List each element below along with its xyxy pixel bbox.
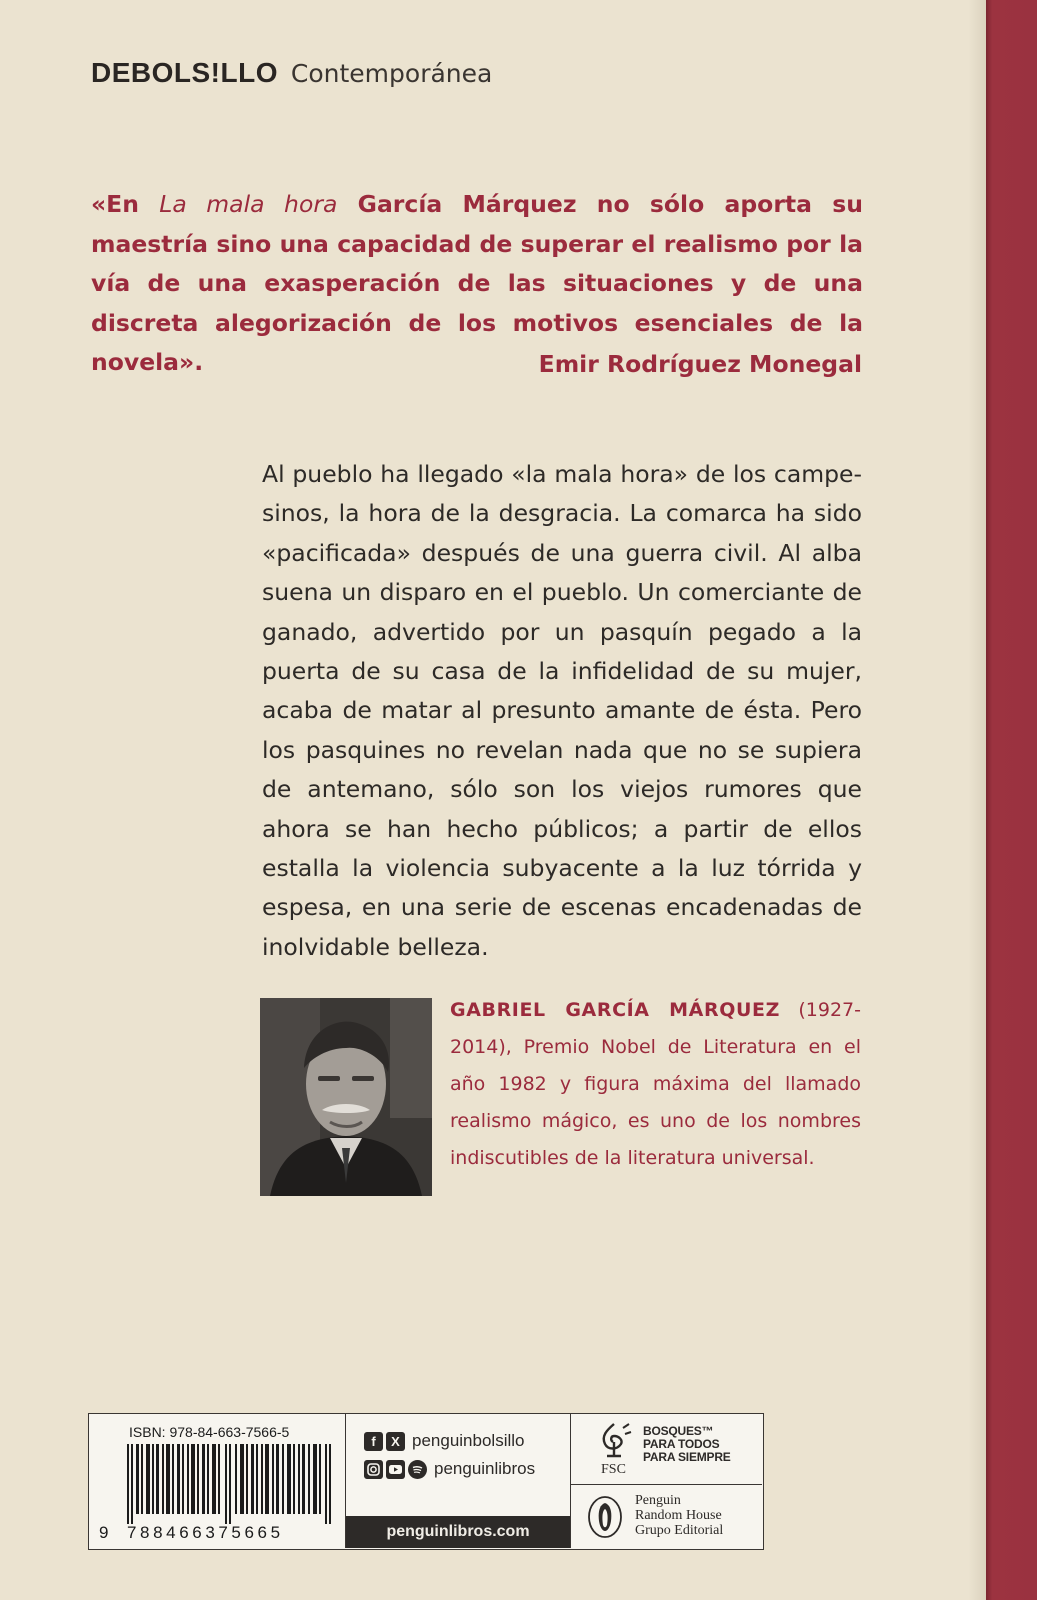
isbn-first-digit: 9 bbox=[99, 1523, 109, 1542]
barcode bbox=[127, 1444, 333, 1524]
quote-text: García Márquez no sólo aporta su maestría sino una capacidad de superar el realismo por la vía de una exasperación de las situaciones y de una discreta alegorización de los motivos esenciales de la novela». bbox=[91, 190, 863, 376]
publisher-line3: Grupo Editorial bbox=[635, 1523, 724, 1538]
quote-book-title: La mala hora bbox=[159, 190, 338, 218]
facebook-icon[interactable]: f bbox=[364, 1432, 383, 1451]
fsc-slogan-line3: PARA SIEMPRE bbox=[643, 1450, 731, 1464]
x-icon[interactable]: X bbox=[386, 1432, 405, 1451]
author-photo bbox=[260, 998, 432, 1196]
fsc-slogan bbox=[643, 1425, 761, 1464]
instagram-icon[interactable] bbox=[364, 1460, 383, 1479]
author-bio bbox=[450, 992, 861, 1177]
book-spine bbox=[986, 0, 1037, 1600]
social-links-cell bbox=[346, 1414, 571, 1548]
quote-open: «En bbox=[91, 190, 160, 218]
spotify-icon[interactable] bbox=[408, 1460, 427, 1479]
fsc-tree-icon bbox=[593, 1420, 635, 1460]
website-link[interactable]: penguinlibros.com bbox=[346, 1516, 570, 1548]
publisher-info-box bbox=[88, 1413, 764, 1550]
synopsis: Al pueblo ha llegado «la mala hora» de los campesinos, la hora de la desgracia. La comarca ha sido «pacificada» después de una guerra civil. Al alba suena un disparo en el pueblo. Un comerciante de ganado, advertido por un pasquín pegado a la puerta de su casa de la infidelidad de su mujer, acaba de matar al presunto amante de ésta. Pero los pasquines no revelan nada que no se supiera de antemano, sólo son los viejos rumores que ahora se han hecho públicos; a partir de ellos estalla la violencia subyacente a la luz tórrida y espesa, en una serie de escenas encadenadas de inolvidable belleza. bbox=[262, 460, 862, 961]
publisher-line2: Random House bbox=[635, 1508, 722, 1523]
author-bio-text: (1927-2014), Premio Nobel de Literatura en el año 1982 y figura máxima del llamado realismo mágico, es uno de los nombres indiscutibles de la literatura universal. bbox=[450, 999, 861, 1169]
cover-edge-shadow bbox=[968, 0, 986, 1600]
publisher-name bbox=[635, 1493, 723, 1538]
fsc-slogan-line1: BOSQUES™ bbox=[643, 1424, 714, 1438]
youtube-icon[interactable] bbox=[386, 1460, 405, 1479]
fsc-label: FSC bbox=[601, 1462, 626, 1477]
author-name: GABRIEL GARCÍA MÁRQUEZ bbox=[450, 999, 780, 1021]
social-handle-bolsillo[interactable]: penguinbolsillo bbox=[412, 1431, 525, 1450]
collection-name: Contemporánea bbox=[290, 59, 493, 88]
social-row-libros bbox=[364, 1459, 535, 1479]
fsc-slogan-line2: PARA TODOS bbox=[643, 1437, 720, 1451]
penguin-logo-icon bbox=[587, 1495, 623, 1539]
isbn-label: ISBN: 978-84-663-7566-5 bbox=[129, 1424, 290, 1440]
publisher-line1: Penguin bbox=[635, 1493, 681, 1508]
quote-author: Emir Rodríguez Monegal bbox=[538, 350, 862, 378]
isbn-barcode-cell bbox=[89, 1414, 346, 1548]
collection-brand bbox=[91, 56, 492, 89]
brand-name: DEBOLS!LLO bbox=[91, 57, 278, 88]
isbn-digits: 788466375665 bbox=[127, 1523, 284, 1542]
social-row-bolsillo bbox=[364, 1431, 524, 1451]
social-handle-libros[interactable]: penguinlibros bbox=[434, 1459, 536, 1478]
publisher-logo-block bbox=[571, 1485, 762, 1548]
logos-cell bbox=[571, 1414, 762, 1548]
fsc-logo-block bbox=[571, 1414, 762, 1485]
